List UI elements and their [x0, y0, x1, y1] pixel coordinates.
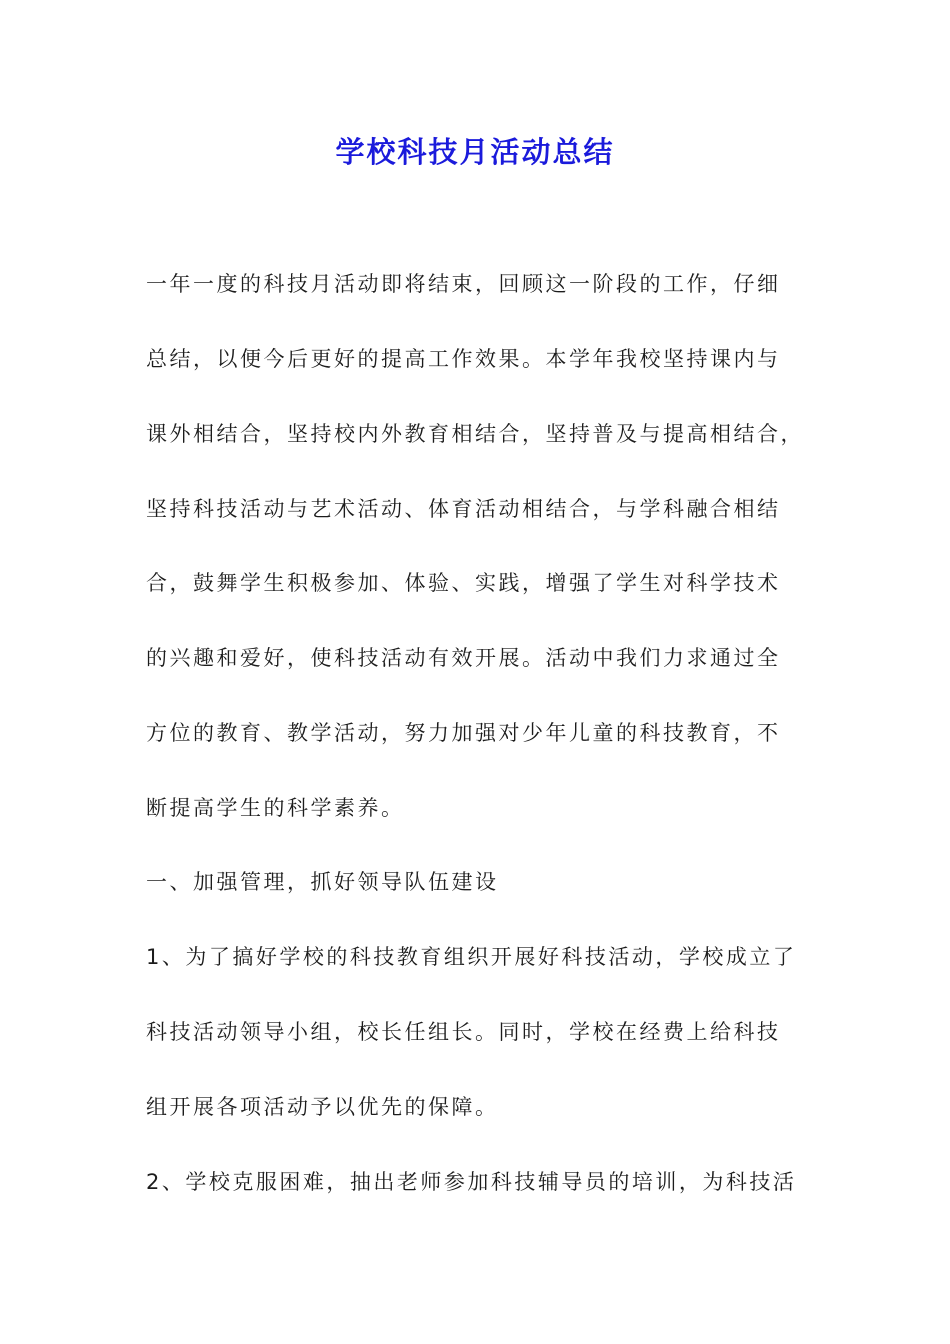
body-line-8: 断提高学生的科学素养。	[146, 796, 405, 820]
section-heading-1: 一、加强管理，抓好领导队伍建设	[146, 870, 499, 894]
body-line-1: 一年一度的科技月活动即将结束，回顾这一阶段的工作，仔细	[146, 272, 781, 296]
body-line-7: 方位的教育、教学活动，努力加强对少年儿童的科技教育，不	[146, 721, 781, 745]
body-line-10: 1、为了搞好学校的科技教育组织开展好科技活动，学校成立了	[146, 945, 797, 969]
body-line-13: 2、学校克服困难，抽出老师参加科技辅导员的培训，为科技活	[146, 1170, 797, 1194]
body-line-11: 科技活动领导小组，校长任组长。同时，学校在经费上给科技	[146, 1020, 781, 1044]
body-line-12: 组开展各项活动予以优先的保障。	[146, 1095, 499, 1119]
body-line-6: 的兴趣和爱好，使科技活动有效开展。活动中我们力求通过全	[146, 646, 781, 670]
document-title: 学校科技月活动总结	[335, 135, 615, 169]
body-line-4: 坚持科技活动与艺术活动、体育活动相结合，与学科融合相结	[146, 497, 781, 521]
body-line-5: 合，鼓舞学生积极参加、体验、实践，增强了学生对科学技术	[146, 571, 781, 595]
body-line-2: 总结，以便今后更好的提高工作效果。本学年我校坚持课内与	[146, 347, 781, 371]
body-line-3: 课外相结合，坚持校内外教育相结合，坚持普及与提高相结合，	[146, 422, 804, 446]
